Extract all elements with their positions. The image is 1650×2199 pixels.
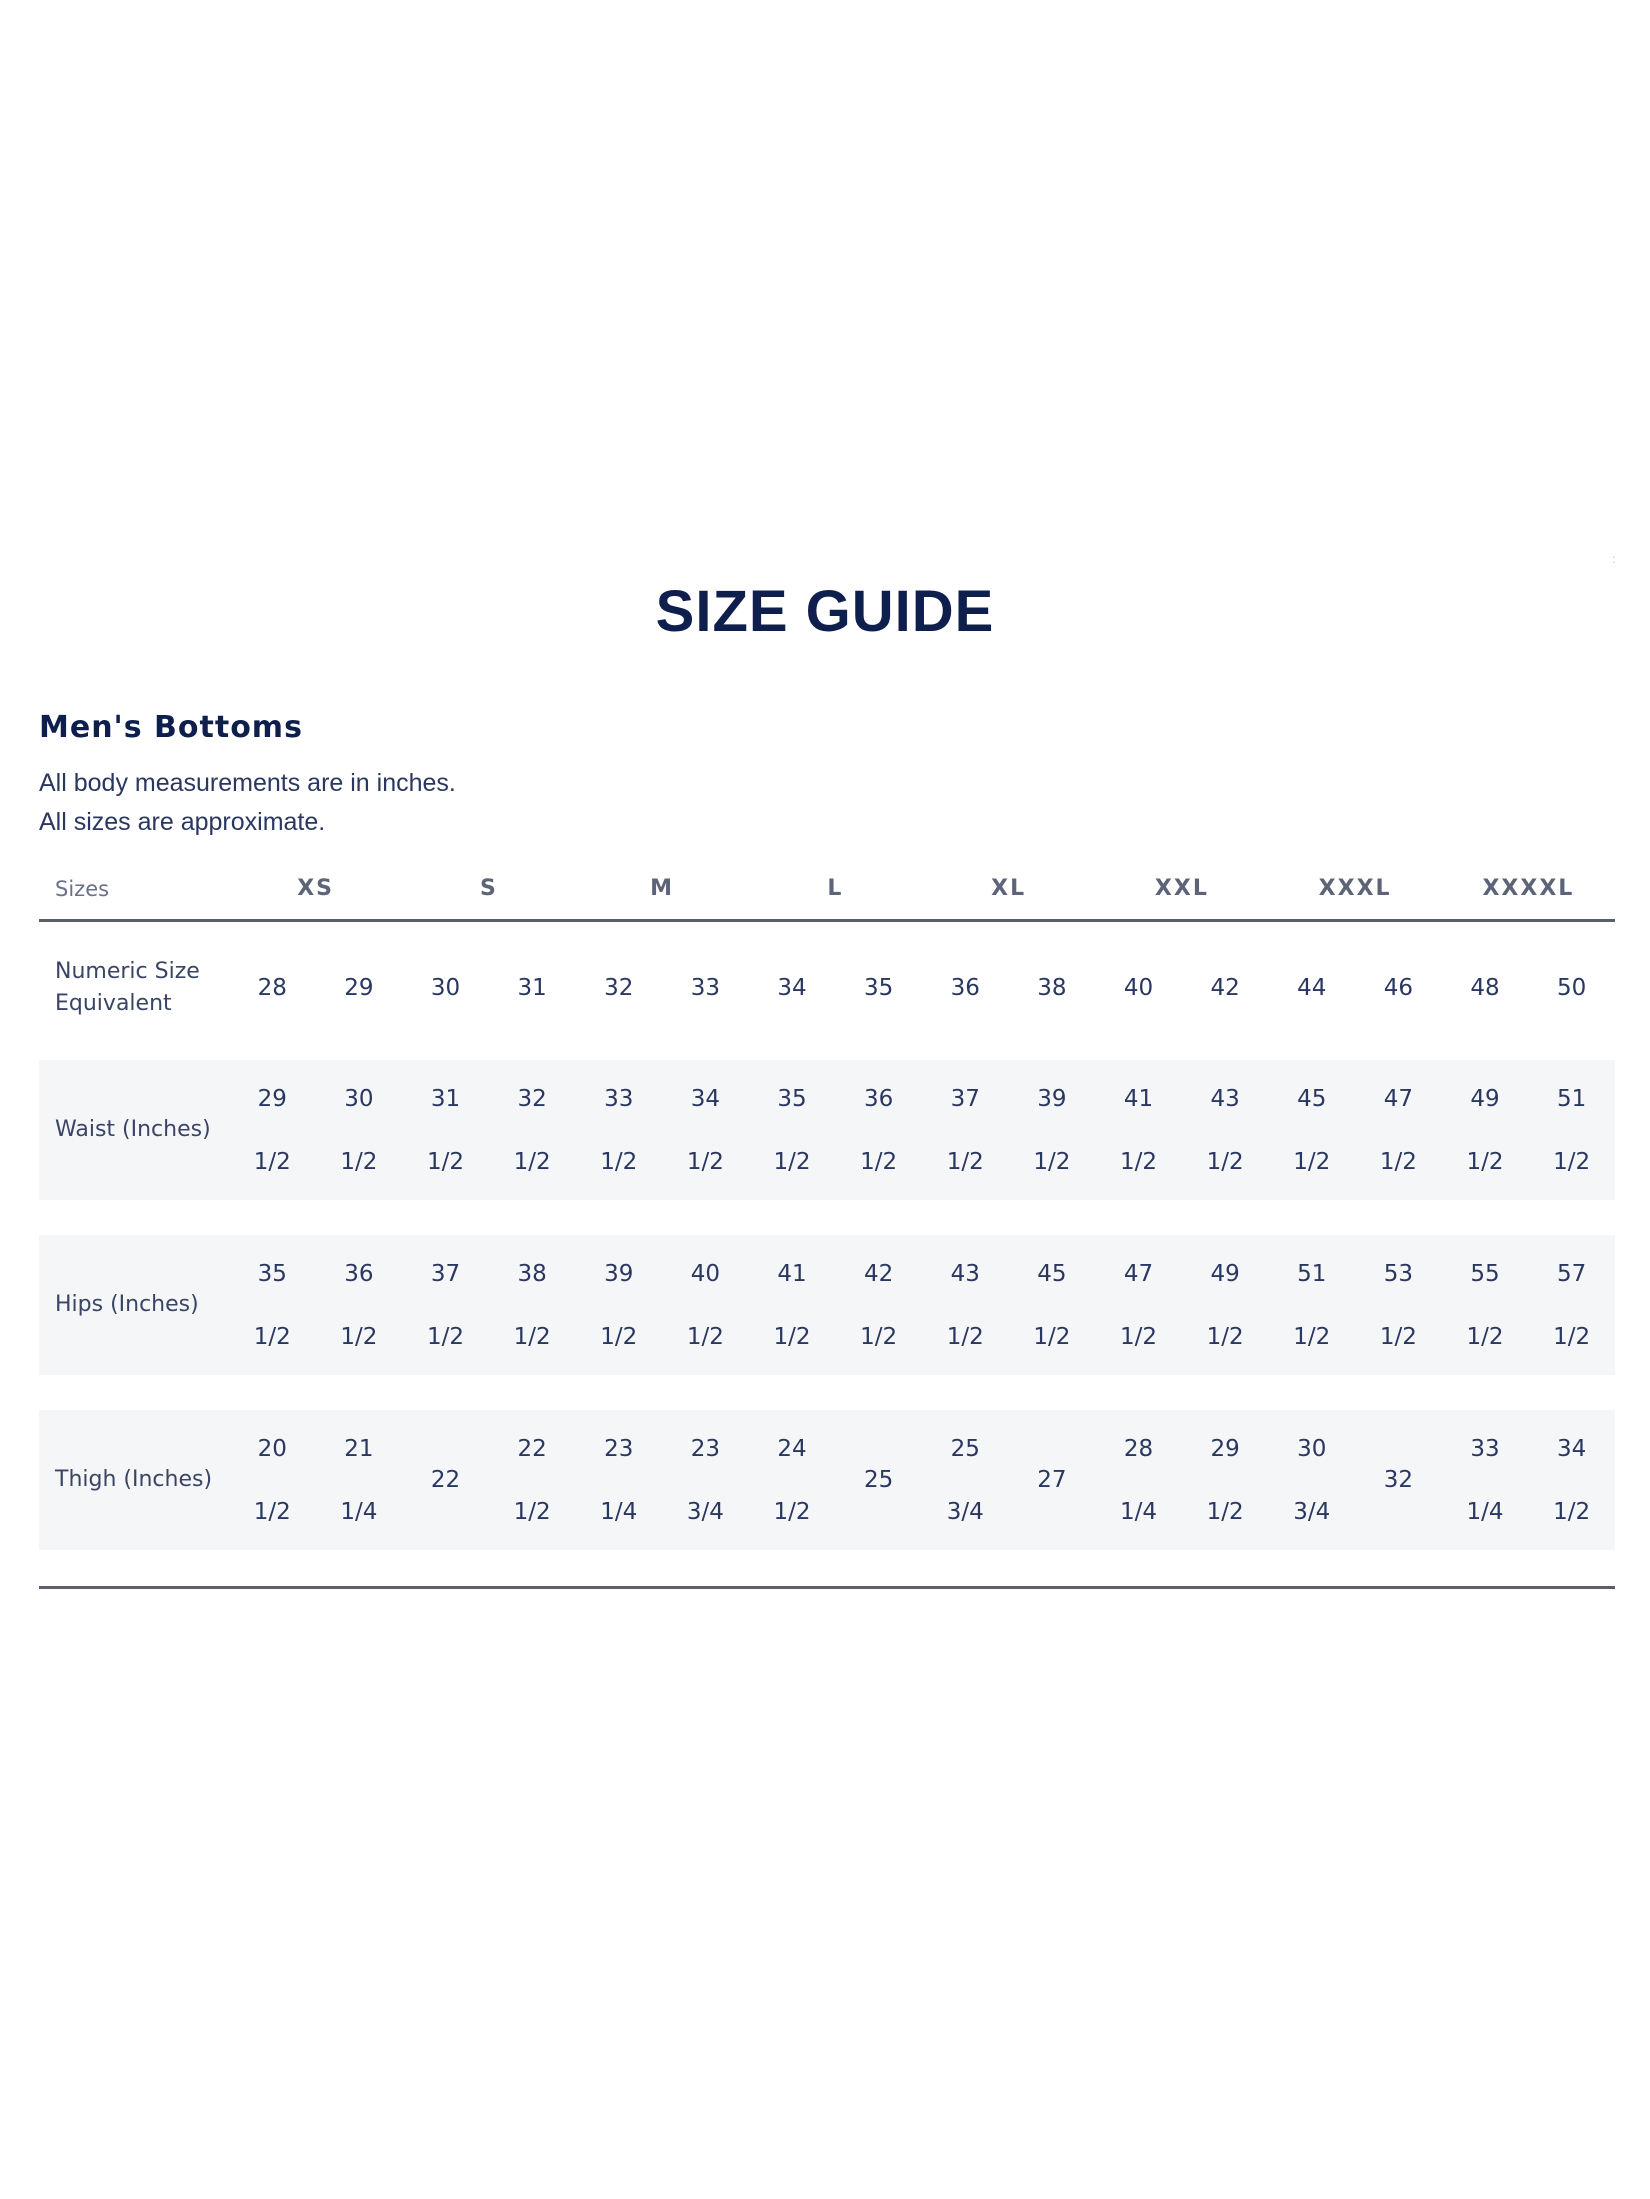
- page-title: SIZE GUIDE: [655, 579, 995, 644]
- thigh-fraction-value: 1/2: [773, 1498, 811, 1525]
- thigh-fraction-value: 1/2: [1553, 1498, 1591, 1525]
- thigh-cell: [1355, 1433, 1442, 1528]
- numeric-size-cell: 36: [950, 975, 980, 1001]
- hips-whole-value: 40: [690, 1260, 721, 1287]
- waist-cells: [229, 1083, 1615, 1178]
- waist-cell: [662, 1083, 749, 1178]
- numeric-size-cell: 34: [777, 975, 807, 1001]
- waist-whole-value: 51: [1557, 1085, 1587, 1112]
- hips-fraction-value: 1/2: [1466, 1323, 1504, 1350]
- thigh-cell: [1269, 1433, 1356, 1528]
- waist-cell: [1095, 1083, 1182, 1178]
- waist-whole-value: 47: [1383, 1085, 1414, 1112]
- hips-row: [39, 1235, 1615, 1375]
- waist-fraction-value: 1/2: [600, 1148, 638, 1175]
- thigh-cell: [662, 1433, 749, 1528]
- thigh-whole-value: 25: [950, 1435, 980, 1462]
- numeric-size-cell: 32: [604, 975, 634, 1001]
- waist-cell: [1269, 1083, 1356, 1178]
- waist-fraction-value: 1/2: [1206, 1148, 1244, 1175]
- thigh-whole-value: 24: [777, 1435, 807, 1462]
- thigh-cell: [489, 1433, 576, 1528]
- waist-whole-value: 45: [1297, 1085, 1327, 1112]
- numeric-size-cell: 35: [864, 975, 894, 1001]
- hips-fraction-value: 1/2: [686, 1323, 724, 1350]
- thigh-whole-value: 23: [690, 1435, 721, 1462]
- thigh-cell: [1095, 1433, 1182, 1528]
- hips-whole-value: 42: [864, 1260, 894, 1287]
- waist-fraction-value: 1/2: [340, 1148, 378, 1175]
- hips-whole-value: 57: [1557, 1260, 1587, 1287]
- waist-whole-value: 35: [777, 1085, 807, 1112]
- hips-cell: [1009, 1258, 1096, 1353]
- hips-fraction-value: 1/2: [427, 1323, 465, 1350]
- waist-whole-value: 34: [690, 1085, 721, 1112]
- numeric-size-cell: 50: [1557, 975, 1587, 1001]
- size-header-row: [39, 858, 1615, 922]
- size-header-xxxl: XXXL: [1318, 876, 1392, 901]
- hips-cell: [1095, 1258, 1182, 1353]
- hips-fraction-value: 1/2: [513, 1323, 551, 1350]
- numeric-size-row: [39, 922, 1615, 1054]
- thigh-whole-value: 34: [1557, 1435, 1587, 1462]
- waist-cell: [835, 1083, 922, 1178]
- thigh-whole-value: 28: [1123, 1435, 1154, 1462]
- hips-cell: [1182, 1258, 1269, 1353]
- size-header-xxxxl: XXXXL: [1482, 876, 1575, 901]
- thigh-fraction-value: 1/4: [600, 1498, 638, 1525]
- thigh-cell: [749, 1433, 836, 1528]
- waist-whole-value: 39: [1037, 1085, 1067, 1112]
- hips-cell: [1442, 1258, 1529, 1353]
- thigh-cell: [229, 1433, 316, 1528]
- hips-whole-value: 41: [777, 1260, 807, 1287]
- thigh-cell: [316, 1433, 403, 1528]
- thigh-cell: [1182, 1433, 1269, 1528]
- sizes-header-label: Sizes: [55, 876, 110, 901]
- hips-cell: [576, 1258, 663, 1353]
- numeric-size-label: Numeric Size Equivalent: [55, 959, 200, 1016]
- thigh-whole-value: 27: [1037, 1467, 1067, 1493]
- hips-whole-value: 35: [257, 1260, 287, 1287]
- numeric-size-cell: 28: [257, 975, 287, 1001]
- waist-row: [39, 1060, 1615, 1200]
- size-header-xxl: XXL: [1154, 876, 1209, 901]
- hips-whole-value: 47: [1123, 1260, 1154, 1287]
- hips-whole-value: 39: [604, 1260, 634, 1287]
- thigh-fraction-value: 1/2: [513, 1498, 551, 1525]
- waist-whole-value: 37: [950, 1085, 980, 1112]
- numeric-size-cell: 40: [1123, 975, 1154, 1001]
- waist-whole-value: 41: [1123, 1085, 1154, 1112]
- thigh-whole-value: 33: [1470, 1435, 1500, 1462]
- waist-fraction-value: 1/2: [686, 1148, 724, 1175]
- hips-cell: [1269, 1258, 1356, 1353]
- size-header-xs: XS: [297, 876, 335, 901]
- waist-cell: [229, 1083, 316, 1178]
- hips-whole-value: 55: [1470, 1260, 1500, 1287]
- waist-cell: [1182, 1083, 1269, 1178]
- hips-fraction-value: 1/2: [860, 1323, 898, 1350]
- numeric-size-cell: 30: [430, 975, 461, 1001]
- hips-cell: [662, 1258, 749, 1353]
- hips-whole-value: 53: [1383, 1260, 1414, 1287]
- thigh-fraction-value: 3/4: [946, 1498, 984, 1525]
- thigh-label: Thigh (Inches): [55, 1467, 213, 1492]
- waist-cell: [749, 1083, 836, 1178]
- waist-fraction-value: 1/2: [1120, 1148, 1158, 1175]
- thigh-fraction-value: 1/2: [1206, 1498, 1244, 1525]
- hips-cell: [402, 1258, 489, 1353]
- hips-whole-value: 36: [344, 1260, 374, 1287]
- waist-whole-value: 29: [257, 1085, 287, 1112]
- waist-fraction-value: 1/2: [1553, 1148, 1591, 1175]
- hips-fraction-value: 1/2: [773, 1323, 811, 1350]
- waist-cell: [1528, 1083, 1615, 1178]
- waist-fraction-value: 1/2: [946, 1148, 984, 1175]
- size-header-s: S: [479, 876, 498, 901]
- waist-cell: [1009, 1083, 1096, 1178]
- approximate-note: All sizes are approximate.: [39, 808, 326, 836]
- hips-whole-value: 43: [950, 1260, 980, 1287]
- numeric-size-cells: [229, 975, 1615, 1001]
- waist-cell: [316, 1083, 403, 1178]
- waist-cell: [1442, 1083, 1529, 1178]
- hips-cell: [922, 1258, 1009, 1353]
- thigh-fraction-value: 1/4: [1120, 1498, 1158, 1525]
- hips-fraction-value: 1/2: [340, 1323, 378, 1350]
- thigh-whole-value: 20: [257, 1435, 287, 1462]
- numeric-size-cell: 38: [1037, 975, 1067, 1001]
- numeric-size-cell: 46: [1383, 975, 1414, 1001]
- waist-cell: [1355, 1083, 1442, 1178]
- waist-fraction-value: 1/2: [1379, 1148, 1417, 1175]
- numeric-size-cell: 29: [344, 975, 374, 1001]
- thigh-cells: [229, 1433, 1615, 1528]
- waist-fraction-value: 1/2: [860, 1148, 898, 1175]
- hips-fraction-value: 1/2: [1120, 1323, 1158, 1350]
- waist-fraction-value: 1/2: [1466, 1148, 1504, 1175]
- thigh-fraction-value: 1/4: [340, 1498, 378, 1525]
- thigh-fraction-value: 3/4: [686, 1498, 724, 1525]
- waist-fraction-value: 1/2: [1293, 1148, 1331, 1175]
- thigh-whole-value: 25: [864, 1467, 894, 1493]
- hips-cell: [749, 1258, 836, 1353]
- thigh-cell: [835, 1433, 922, 1528]
- numeric-size-cell: 42: [1210, 975, 1240, 1001]
- thigh-whole-value: 22: [430, 1467, 461, 1493]
- thigh-whole-value: 32: [1383, 1467, 1414, 1493]
- hips-whole-value: 45: [1037, 1260, 1067, 1287]
- waist-whole-value: 32: [517, 1085, 547, 1112]
- hips-cell: [1355, 1258, 1442, 1353]
- waist-cell: [576, 1083, 663, 1178]
- side-mark: :: [1612, 552, 1617, 566]
- thigh-cell: [1528, 1433, 1615, 1528]
- hips-cell: [489, 1258, 576, 1353]
- waist-cell: [402, 1083, 489, 1178]
- hips-fraction-value: 1/2: [1293, 1323, 1331, 1350]
- hips-fraction-value: 1/2: [1206, 1323, 1244, 1350]
- waist-cell: [489, 1083, 576, 1178]
- thigh-cell: [1442, 1433, 1529, 1528]
- thigh-whole-value: 30: [1297, 1435, 1327, 1462]
- waist-fraction-value: 1/2: [513, 1148, 551, 1175]
- numeric-size-cell: 48: [1470, 975, 1500, 1001]
- thigh-whole-value: 21: [344, 1435, 374, 1462]
- hips-whole-value: 38: [517, 1260, 547, 1287]
- thigh-cell: [1009, 1433, 1096, 1528]
- waist-fraction-value: 1/2: [253, 1148, 291, 1175]
- hips-cell: [835, 1258, 922, 1353]
- waist-fraction-value: 1/2: [1033, 1148, 1071, 1175]
- thigh-fraction-value: 1/4: [1466, 1498, 1504, 1525]
- waist-whole-value: 33: [604, 1085, 634, 1112]
- thigh-whole-value: 22: [517, 1435, 547, 1462]
- hips-cell: [229, 1258, 316, 1353]
- section-title: Men's Bottoms: [39, 710, 303, 745]
- thigh-fraction-value: 1/2: [253, 1498, 291, 1525]
- hips-cell: [1528, 1258, 1615, 1353]
- waist-cell: [922, 1083, 1009, 1178]
- thigh-row: [39, 1410, 1615, 1550]
- waist-whole-value: 31: [430, 1085, 461, 1112]
- thigh-cell: [576, 1433, 663, 1528]
- size-header-l: L: [827, 876, 844, 901]
- hips-fraction-value: 1/2: [1033, 1323, 1071, 1350]
- hips-fraction-value: 1/2: [600, 1323, 638, 1350]
- table-bottom-rule: [39, 1586, 1615, 1589]
- size-header-cells: [229, 876, 1615, 901]
- numeric-size-cell: 33: [690, 975, 721, 1001]
- hips-fraction-value: 1/2: [253, 1323, 291, 1350]
- numeric-size-cell: 44: [1297, 975, 1327, 1001]
- waist-fraction-value: 1/2: [773, 1148, 811, 1175]
- hips-cell: [316, 1258, 403, 1353]
- waist-fraction-value: 1/2: [427, 1148, 465, 1175]
- hips-fraction-value: 1/2: [1379, 1323, 1417, 1350]
- thigh-cell: [402, 1433, 489, 1528]
- hips-whole-value: 51: [1297, 1260, 1327, 1287]
- thigh-cell: [922, 1433, 1009, 1528]
- size-table: [39, 858, 1615, 1589]
- hips-whole-value: 37: [430, 1260, 461, 1287]
- numeric-size-cell: 31: [517, 975, 547, 1001]
- size-header-m: M: [650, 876, 675, 901]
- waist-whole-value: 43: [1210, 1085, 1240, 1112]
- waist-label: Waist (Inches): [55, 1117, 211, 1142]
- size-header-xl: XL: [991, 876, 1027, 901]
- hips-whole-value: 49: [1210, 1260, 1240, 1287]
- thigh-fraction-value: 3/4: [1293, 1498, 1331, 1525]
- hips-fraction-value: 1/2: [946, 1323, 984, 1350]
- waist-whole-value: 30: [344, 1085, 374, 1112]
- hips-label: Hips (Inches): [55, 1292, 199, 1317]
- waist-whole-value: 49: [1470, 1085, 1500, 1112]
- thigh-whole-value: 29: [1210, 1435, 1240, 1462]
- hips-fraction-value: 1/2: [1553, 1323, 1591, 1350]
- hips-cells: [229, 1258, 1615, 1353]
- waist-whole-value: 36: [864, 1085, 894, 1112]
- thigh-whole-value: 23: [604, 1435, 634, 1462]
- measurement-note: All body measurements are in inches.: [39, 769, 456, 797]
